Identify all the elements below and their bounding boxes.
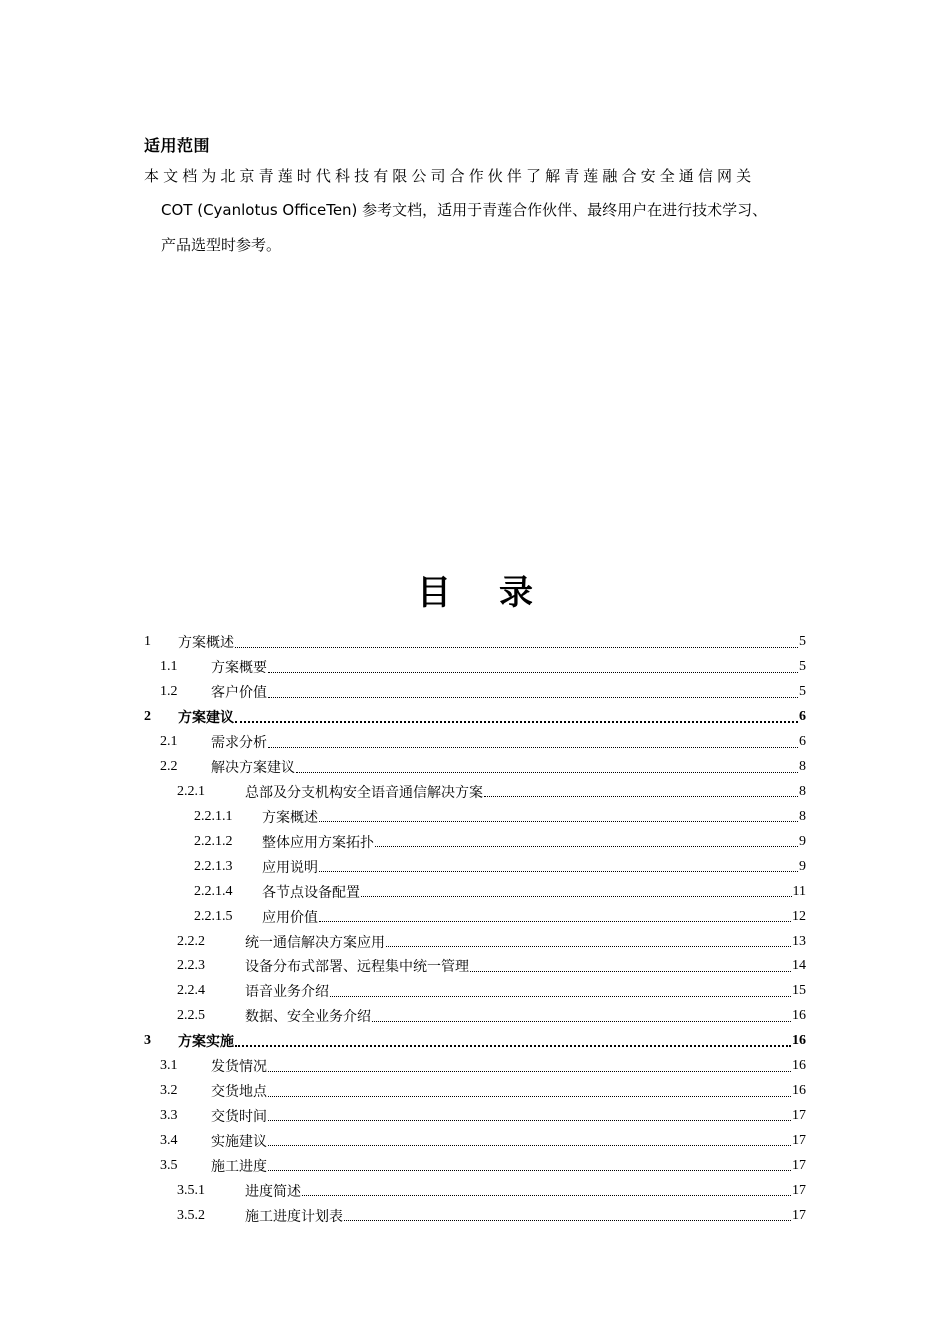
toc-entry-number: 2.2.1.1 (194, 808, 233, 824)
toc-entry-page: 16 (792, 1058, 806, 1074)
toc-entry[interactable] (144, 979, 806, 1004)
section-heading: 适用范围 (144, 136, 211, 155)
toc-entry[interactable] (144, 1128, 806, 1153)
toc-entry-page: 8 (799, 808, 806, 824)
toc-entry-number: 2.2.5 (177, 1008, 205, 1024)
toc-entry-title: 方案概述 (262, 810, 318, 826)
toc-dot-leader (361, 896, 792, 897)
toc-dot-leader (268, 697, 798, 698)
toc-dot-leader (319, 871, 798, 872)
toc-entry-page: 17 (792, 1132, 806, 1148)
toc-entry-title: 设备分布式部署、远程集中统一管理 (245, 960, 469, 976)
toc-entry[interactable] (144, 755, 806, 780)
toc-entry-page: 12 (792, 908, 806, 924)
toc-entry-page: 6 (799, 709, 806, 725)
toc-entry-title: 语音业务介绍 (245, 985, 329, 1001)
toc-entry[interactable] (144, 829, 806, 854)
toc-entry[interactable] (144, 1079, 806, 1104)
toc-entry-title: 客户价值 (211, 686, 267, 702)
toc-dot-leader (344, 1220, 791, 1221)
toc-entry[interactable] (144, 804, 806, 829)
toc-entry-number: 3.2 (160, 1083, 178, 1099)
toc-dot-leader (372, 1021, 791, 1022)
toc-dot-leader (268, 1096, 791, 1097)
toc-entry-title: 方案概要 (211, 661, 267, 677)
toc-entry-title: 总部及分支机构安全语音通信解决方案 (245, 785, 483, 801)
toc-entry-title: 整体应用方案拓扑 (262, 835, 374, 851)
table-of-contents (144, 630, 806, 1228)
toc-entry-title: 应用价值 (262, 910, 318, 926)
toc-entry[interactable] (144, 879, 806, 904)
toc-entry-title: 数据、安全业务介绍 (245, 1010, 371, 1026)
toc-entry-title: 进度简述 (245, 1184, 301, 1200)
toc-dot-leader (268, 1145, 791, 1146)
toc-entry-title: 交货时间 (211, 1109, 267, 1125)
toc-entry-number: 2.2 (160, 759, 178, 775)
toc-entry-page: 15 (792, 983, 806, 999)
toc-entry[interactable] (144, 929, 806, 954)
toc-entry-page: 16 (792, 1033, 806, 1049)
toc-entry-page: 5 (799, 684, 806, 700)
toc-entry-title: 施工进度 (211, 1159, 267, 1175)
toc-entry-page: 8 (799, 759, 806, 775)
toc-entry[interactable] (144, 705, 806, 730)
scope-paragraph-line-1: 本文档为北京青莲时代科技有限公司合作伙伴了解青莲融合安全通信网关 (144, 167, 756, 185)
toc-entry-number: 3.3 (160, 1107, 178, 1123)
toc-entry-number: 3.5.1 (177, 1182, 205, 1198)
toc-entry-title: 实施建议 (211, 1134, 267, 1150)
toc-entry-title: 各节点设备配置 (262, 885, 360, 901)
toc-entry[interactable] (144, 1004, 806, 1029)
toc-entry-title: 方案建议 (178, 711, 234, 727)
toc-dot-leader (386, 946, 791, 947)
toc-entry-page: 17 (792, 1107, 806, 1123)
toc-entry[interactable] (144, 730, 806, 755)
toc-dot-leader (470, 971, 791, 972)
toc-entry-page: 17 (792, 1157, 806, 1173)
toc-entry[interactable] (144, 1203, 806, 1228)
toc-entry[interactable] (144, 1029, 806, 1054)
toc-entry-title: 施工进度计划表 (245, 1209, 343, 1225)
toc-entry-title: 统一通信解决方案应用 (245, 935, 385, 951)
toc-entry-number: 2.2.1.2 (194, 833, 233, 849)
toc-entry[interactable] (144, 1054, 806, 1079)
toc-entry-number: 2.2.2 (177, 933, 205, 949)
toc-entry-title: 方案概述 (178, 636, 234, 652)
toc-entry-number: 2.2.1.5 (194, 908, 233, 924)
toc-entry-number: 3.5 (160, 1157, 178, 1173)
toc-entry[interactable] (144, 1178, 806, 1203)
toc-title: 目录 (417, 573, 581, 613)
toc-dot-leader (319, 921, 791, 922)
toc-entry-page: 5 (799, 634, 806, 650)
toc-entry-title: 发货情况 (211, 1060, 267, 1076)
toc-entry-number: 2.2.3 (177, 958, 205, 974)
toc-entry[interactable] (144, 1153, 806, 1178)
toc-entry-number: 3.5.2 (177, 1207, 205, 1223)
toc-entry-number: 1.2 (160, 684, 178, 700)
toc-entry-number: 3.1 (160, 1058, 178, 1074)
toc-entry-title: 需求分析 (211, 736, 267, 752)
toc-dot-leader (330, 996, 791, 997)
toc-entry[interactable] (144, 680, 806, 705)
toc-entry-page: 14 (792, 958, 806, 974)
toc-dot-leader (235, 647, 798, 648)
toc-entry-page: 9 (799, 858, 806, 874)
toc-entry-title: 方案实施 (178, 1035, 234, 1051)
toc-entry[interactable] (144, 655, 806, 680)
toc-dot-leader (375, 846, 798, 847)
toc-entry-page: 11 (792, 883, 806, 899)
toc-dot-leader (302, 1195, 791, 1196)
toc-entry-page: 16 (792, 1083, 806, 1099)
toc-dot-leader (235, 721, 798, 723)
toc-entry-page: 6 (799, 734, 806, 750)
toc-dot-leader (268, 747, 798, 748)
toc-entry-title: 解决方案建议 (211, 761, 295, 777)
toc-entry[interactable] (144, 904, 806, 929)
toc-entry-page: 9 (799, 833, 806, 849)
toc-entry-number: 2.1 (160, 734, 178, 750)
toc-entry[interactable] (144, 1104, 806, 1129)
toc-entry-title: 应用说明 (262, 860, 318, 876)
toc-dot-leader (484, 796, 798, 797)
toc-entry-page: 13 (792, 933, 806, 949)
toc-entry-page: 8 (799, 783, 806, 799)
toc-entry-number: 3.4 (160, 1132, 178, 1148)
toc-entry[interactable] (144, 854, 806, 879)
toc-entry-number: 2.2.1 (177, 783, 205, 799)
toc-dot-leader (268, 1170, 791, 1171)
toc-entry-number: 3 (144, 1033, 151, 1049)
scope-paragraph-line-2: COT (Cyanlotus OfficeTen) 参考文档，适用于青莲合作伙伴、最终用户在进行技术学习、 (161, 201, 768, 219)
toc-entry-page: 17 (792, 1182, 806, 1198)
toc-entry[interactable] (144, 780, 806, 805)
toc-entry-page: 5 (799, 659, 806, 675)
toc-entry[interactable] (144, 954, 806, 979)
scope-paragraph-line-3: 产品选型时参考。 (161, 236, 282, 254)
toc-dot-leader (296, 772, 798, 773)
toc-entry[interactable] (144, 630, 806, 655)
toc-entry-page: 17 (792, 1207, 806, 1223)
toc-entry-number: 2.2.4 (177, 983, 205, 999)
toc-entry-page: 16 (792, 1008, 806, 1024)
toc-dot-leader (268, 672, 798, 673)
toc-dot-leader (268, 1071, 791, 1072)
toc-entry-number: 2.2.1.4 (194, 883, 233, 899)
toc-entry-title: 交货地点 (211, 1085, 267, 1101)
toc-dot-leader (235, 1045, 791, 1047)
toc-dot-leader (319, 821, 798, 822)
toc-entry-number: 2 (144, 709, 151, 725)
toc-dot-leader (268, 1120, 791, 1121)
toc-entry-number: 1 (144, 634, 151, 650)
toc-entry-number: 1.1 (160, 659, 178, 675)
toc-entry-number: 2.2.1.3 (194, 858, 233, 874)
